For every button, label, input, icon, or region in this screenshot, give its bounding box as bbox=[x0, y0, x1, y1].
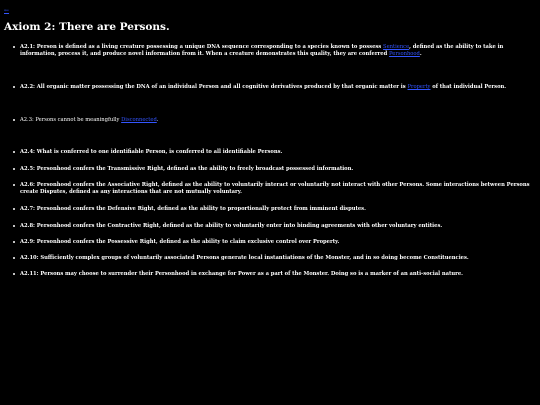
item-text: A2.8: Personhood confers the Contractive Right, defined as the ability to voluntarily enter into binding agreements with other voluntary entities. bbox=[20, 223, 443, 229]
list-item-a2-1 bbox=[12, 44, 534, 57]
item-text: A2.7: Personhood confers the Defensive Right, defined as the ability to proportionally protect from imminent disputes. bbox=[20, 206, 366, 212]
item-text: A2.2: All organic matter possessing the DNA of an individual Person and all cognitive derivatives produced by that organic matter is bbox=[20, 84, 408, 90]
list-item-a2-9 bbox=[12, 239, 534, 246]
back-link[interactable]: ← bbox=[4, 7, 10, 14]
item-text: of that individual Person. bbox=[430, 84, 507, 90]
item-text: A2.10: Sufficiently complex groups of voluntarily associated Persons generate local instantiations of the Monster, and in so doing become Constituencies. bbox=[20, 255, 469, 261]
disconnected-link[interactable]: Disconnected bbox=[121, 117, 157, 123]
list-item-a2-7 bbox=[12, 206, 534, 213]
item-text: . bbox=[156, 117, 159, 123]
list-item-a2-4 bbox=[12, 149, 534, 156]
item-text: A2.11: Persons may choose to surrender their Personhood in exchange for Power as a part of the Monster. Doing so is a marker of an anti-social nature. bbox=[20, 271, 463, 277]
item-text: A2.9: Personhood confers the Possessive Right, defined as the ability to claim exclusive control over Property. bbox=[20, 239, 340, 245]
list-item-a2-6 bbox=[12, 182, 534, 195]
item-text: . bbox=[419, 50, 422, 57]
item-text: A2.4: What is conferred to one identifiable Person, is conferred to all identifiable Persons. bbox=[20, 149, 283, 155]
item-text: A2.6: Personhood confers the Associative Right, defined as the ability to voluntarily interact or voluntarily not interact with other Persons. Some interactions between Persons create Disputes, defined as any interactions that are not mutually voluntary. bbox=[20, 182, 530, 195]
sentience-link[interactable]: Sentience bbox=[383, 44, 410, 50]
list-item-a2-10 bbox=[12, 255, 534, 262]
list-item-a2-3 bbox=[12, 117, 534, 124]
item-text: , defined as the ability to take in information, process it, and produce novel information from it. When a creature demonstrates this quality, they are conferred bbox=[20, 44, 504, 57]
page-title: Axiom 2: There are Persons. bbox=[4, 21, 170, 33]
list-item-a2-11 bbox=[12, 271, 534, 278]
list-item-a2-2 bbox=[12, 84, 534, 91]
item-text: A2.1: Person is defined as a living creature possessing a unique DNA sequence corresponding to a species known to possess bbox=[20, 44, 384, 50]
property-link[interactable]: Property bbox=[407, 84, 431, 90]
item-text: A2.3: Persons cannot be meaningfully bbox=[20, 117, 122, 123]
list-item-a2-8 bbox=[12, 223, 534, 230]
list-item-a2-5 bbox=[12, 166, 534, 173]
personhood-link[interactable]: Personhood bbox=[389, 50, 420, 57]
item-text: A2.5: Personhood confers the Transmissive Right, defined as the ability to freely broadcast possessed information. bbox=[20, 166, 354, 172]
